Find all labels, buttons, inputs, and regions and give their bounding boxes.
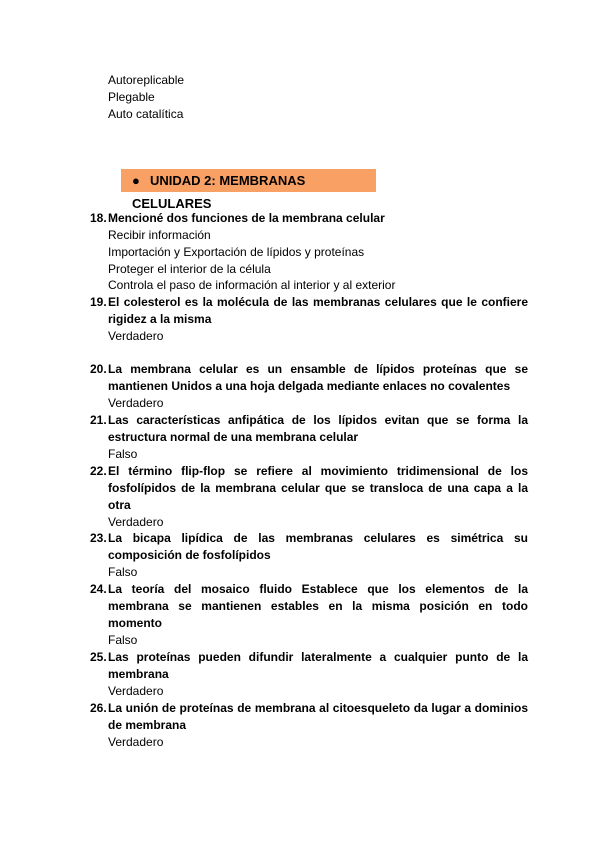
question-number: 25.: [90, 649, 107, 664]
question-24: [90, 581, 528, 649]
answer: Falso: [108, 446, 138, 461]
answer: Verdadero: [108, 395, 164, 410]
question-number: 26.: [90, 700, 107, 715]
question-text: Mencioné dos funciones de la membrana celular: [108, 211, 385, 225]
question-text: El término flip-flop se refiere al movimiento tridimensional de los fosfolípidos de la membrana celular que se transloca de una capa a la otra: [108, 463, 528, 512]
intro-list: [108, 72, 184, 123]
answer: Verdadero: [108, 514, 164, 529]
question-text: La membrana celular es un ensamble de lípidos proteínas que se mantienen Unidos a una hoja delgada mediante enlaces no covalentes: [108, 361, 528, 393]
answer: Falso: [108, 633, 138, 648]
answer: Falso: [108, 565, 138, 580]
question-text: Las características anfipática de los lípidos evitan que se forma la estructura normal de una membrana celular: [108, 412, 528, 444]
bullet-icon: ●: [132, 173, 140, 188]
question-21: [90, 412, 528, 463]
answer-item: Proteger el interior de la célula: [108, 261, 271, 276]
intro-list-item: Auto catalítica: [108, 107, 184, 121]
question-18: [90, 210, 528, 294]
question-number: 24.: [90, 582, 107, 597]
unit-title: UNIDAD 2: MEMBRANAS CELULARES: [132, 173, 306, 211]
unit-heading: [121, 169, 376, 211]
answer: Verdadero: [108, 734, 164, 749]
question-number: 19.: [90, 295, 107, 310]
answer-item: Controla el paso de información al interior y al exterior: [108, 278, 396, 293]
question-number: 21.: [90, 412, 107, 427]
question-26: [90, 700, 528, 751]
question-19: [90, 294, 528, 345]
question-25: [90, 649, 528, 700]
spacer: [90, 345, 528, 361]
question-text: La unión de proteínas de membrana al citoesqueleto da lugar a dominios de membrana: [108, 700, 528, 732]
question-text: La bicapa lipídica de las membranas celulares es simétrica su composición de fosfolípidos: [108, 531, 528, 563]
question-number: 23.: [90, 531, 107, 546]
question-number: 18.: [90, 211, 107, 225]
question-23: [90, 530, 528, 581]
question-number: 20.: [90, 361, 107, 376]
answer: Verdadero: [108, 683, 164, 698]
answer-item: Importación y Exportación de lípidos y proteínas: [108, 244, 365, 259]
question-text: El colesterol es la molécula de las membranas celulares que le confiere rigidez a la misma: [108, 295, 528, 327]
intro-list-item: Autoreplicable: [108, 73, 185, 87]
question-20: [90, 361, 528, 412]
answer-item: Recibir información: [108, 228, 211, 242]
question-text: La teoría del mosaico fluido Establece que los elementos de la membrana se mantienen estables en la misma posición en todo momento: [108, 582, 528, 631]
answer: Verdadero: [108, 329, 164, 344]
question-22: [90, 463, 528, 531]
intro-list-item: Plegable: [108, 90, 155, 104]
question-number: 22.: [90, 463, 107, 478]
question-text: Las proteínas pueden difundir lateralmente a cualquier punto de la membrana: [108, 649, 528, 681]
question-list: [90, 210, 528, 751]
